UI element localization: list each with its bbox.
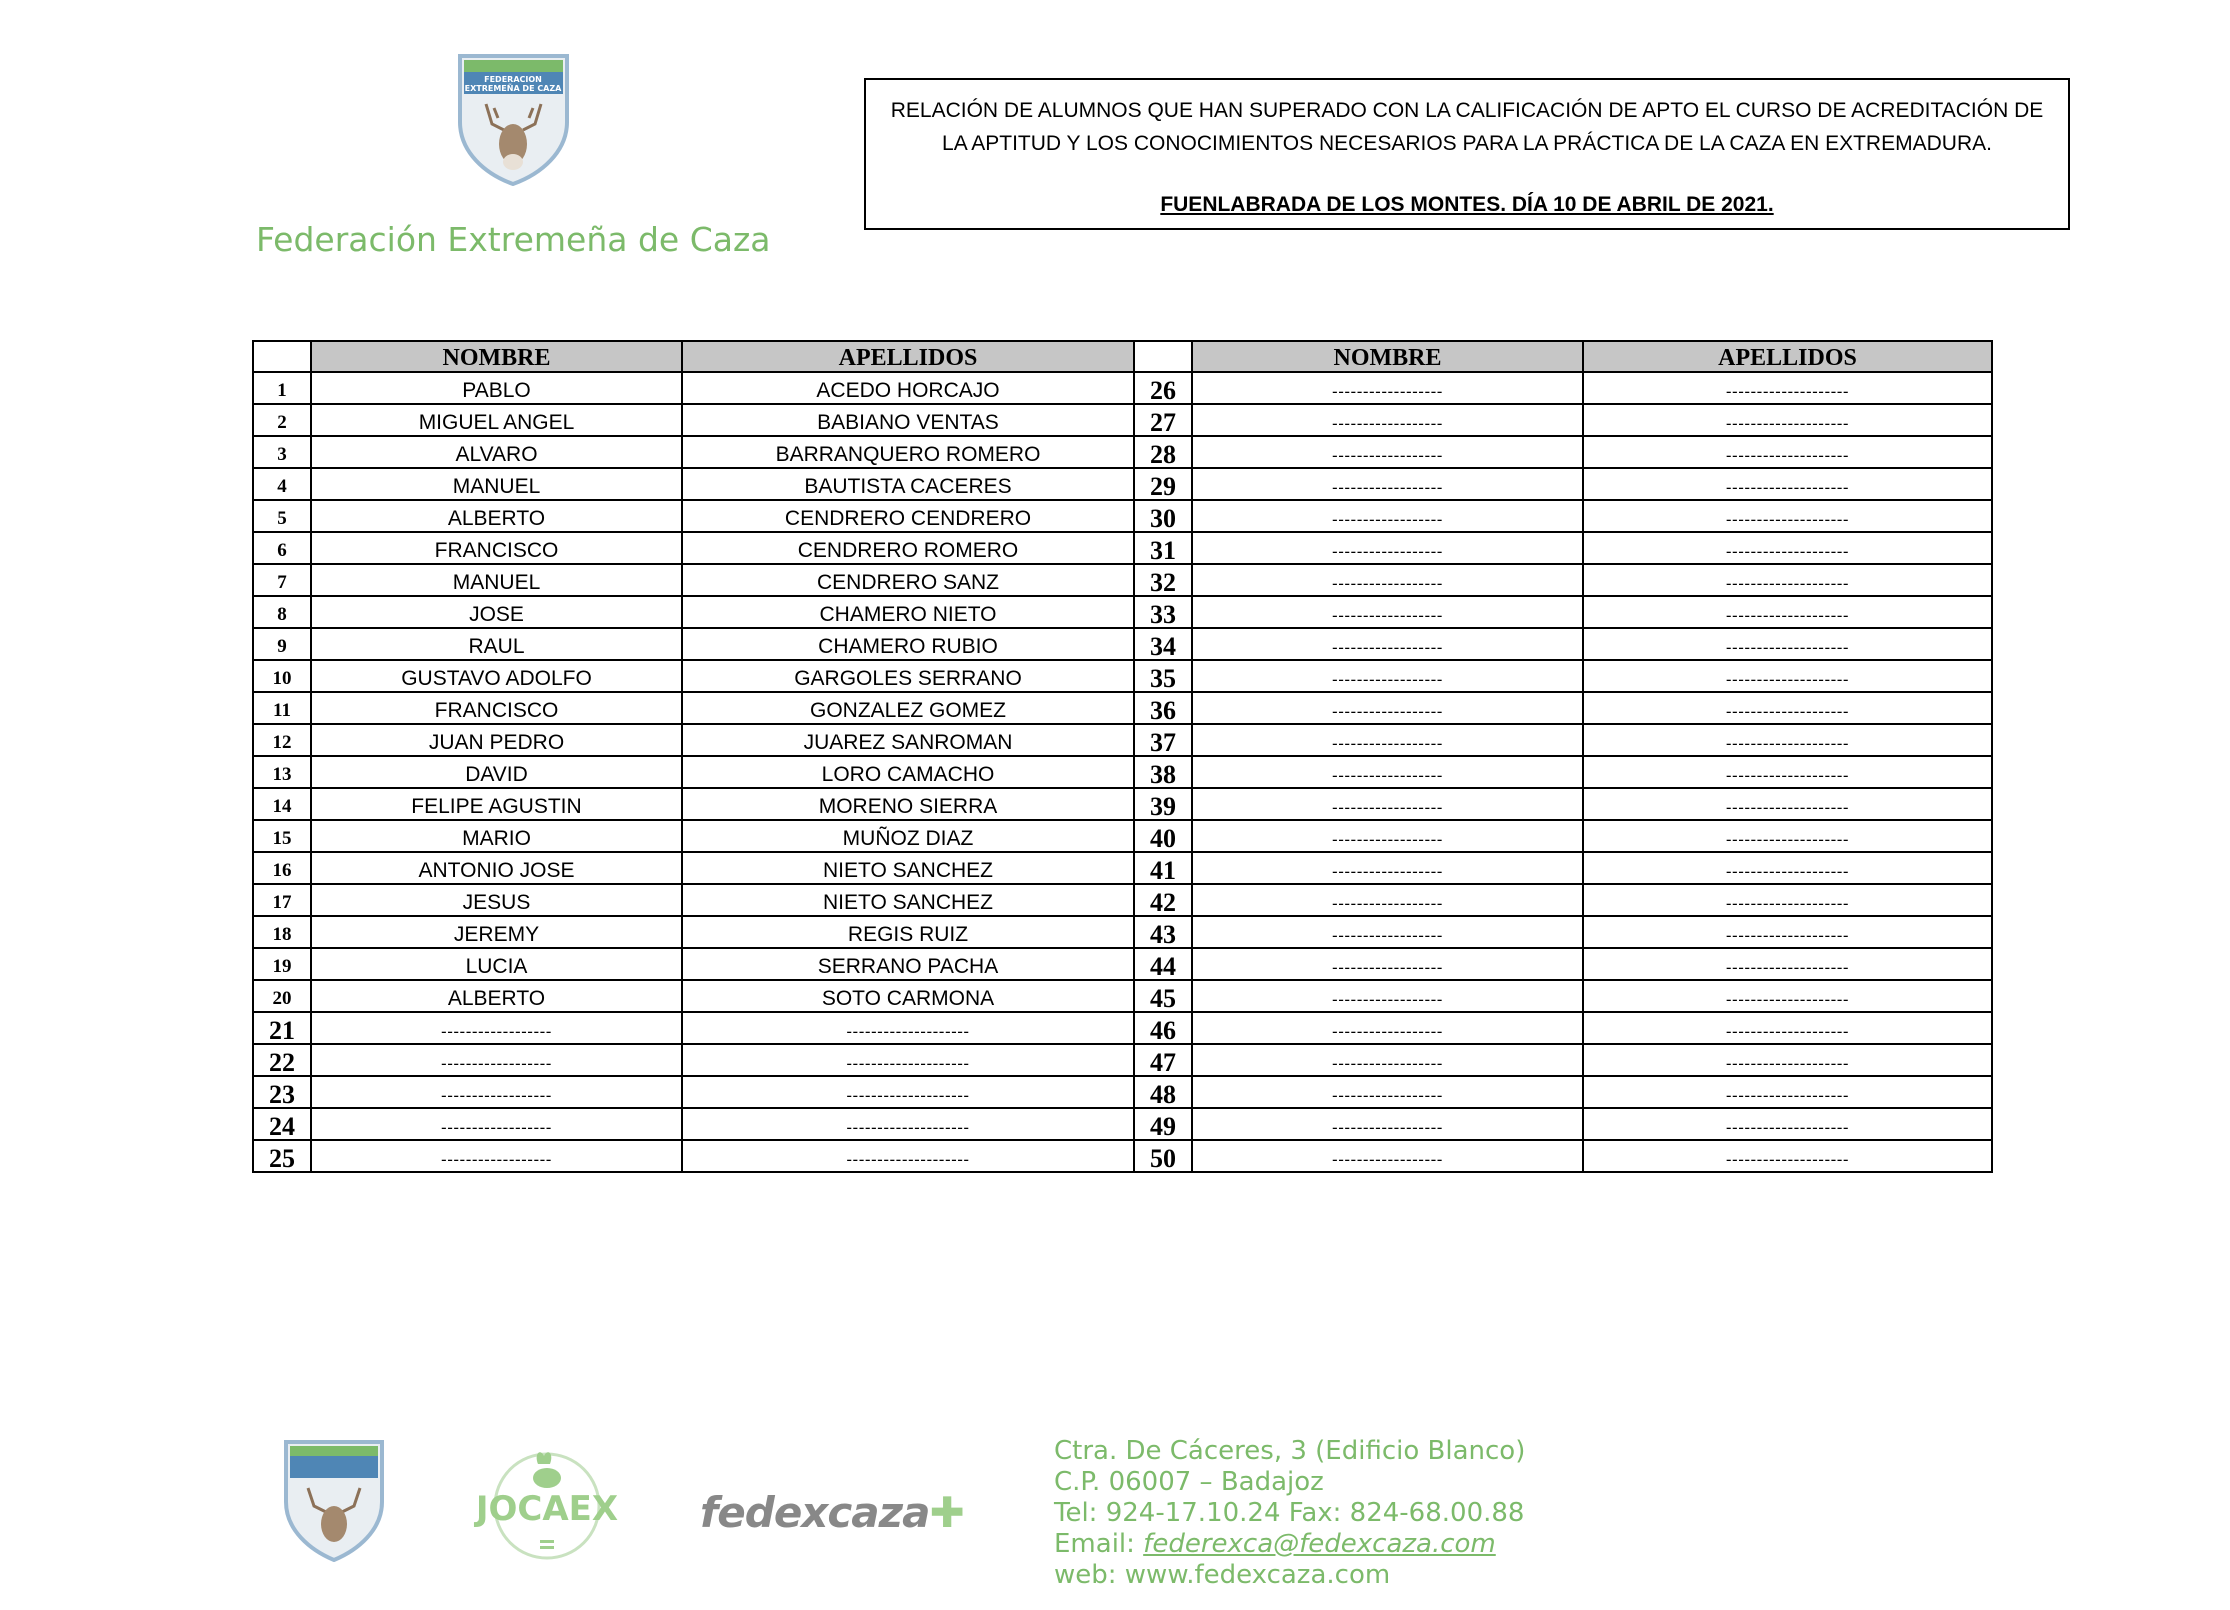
nombre-cell-2: ------------------ bbox=[1192, 1140, 1583, 1172]
table-row bbox=[253, 852, 1992, 884]
contact-info bbox=[1054, 1436, 1525, 1591]
table-row bbox=[253, 372, 1992, 404]
apellidos-cell-2: -------------------- bbox=[1583, 820, 1992, 852]
header-apellidos: APELLIDOS bbox=[682, 341, 1134, 372]
row-number-2: 32 bbox=[1134, 564, 1192, 596]
apellidos-cell: ACEDO HORCAJO bbox=[682, 372, 1134, 404]
nombre-cell-2: ------------------ bbox=[1192, 532, 1583, 564]
nombre-cell-2: ------------------ bbox=[1192, 564, 1583, 596]
row-number-2: 30 bbox=[1134, 500, 1192, 532]
apellidos-cell-2: -------------------- bbox=[1583, 692, 1992, 724]
nombre-cell-2: ------------------ bbox=[1192, 404, 1583, 436]
nombre-cell: ALBERTO bbox=[311, 980, 682, 1012]
nombre-cell-2: ------------------ bbox=[1192, 1044, 1583, 1076]
nombre-cell: FELIPE AGUSTIN bbox=[311, 788, 682, 820]
nombre-cell: MANUEL bbox=[311, 468, 682, 500]
row-number: 3 bbox=[253, 436, 311, 468]
email-label: Email: bbox=[1054, 1529, 1144, 1559]
row-number-2: 28 bbox=[1134, 436, 1192, 468]
nombre-cell: MARIO bbox=[311, 820, 682, 852]
nombre-cell: ------------------ bbox=[311, 1044, 682, 1076]
row-number: 2 bbox=[253, 404, 311, 436]
apellidos-cell-2: -------------------- bbox=[1583, 756, 1992, 788]
apellidos-cell: CHAMERO NIETO bbox=[682, 596, 1134, 628]
table-row bbox=[253, 468, 1992, 500]
nombre-cell-2: ------------------ bbox=[1192, 1012, 1583, 1044]
table-row bbox=[253, 596, 1992, 628]
apellidos-cell-2: -------------------- bbox=[1583, 532, 1992, 564]
row-number-2: 43 bbox=[1134, 916, 1192, 948]
apellidos-cell: -------------------- bbox=[682, 1044, 1134, 1076]
nombre-cell: ------------------ bbox=[311, 1108, 682, 1140]
apellidos-cell: -------------------- bbox=[682, 1012, 1134, 1044]
row-number-2: 36 bbox=[1134, 692, 1192, 724]
table-row bbox=[253, 1076, 1992, 1108]
nombre-cell: MIGUEL ANGEL bbox=[311, 404, 682, 436]
table-row bbox=[253, 436, 1992, 468]
apellidos-cell: NIETO SANCHEZ bbox=[682, 852, 1134, 884]
apellidos-cell: GONZALEZ GOMEZ bbox=[682, 692, 1134, 724]
apellidos-cell: -------------------- bbox=[682, 1076, 1134, 1108]
row-number-2: 33 bbox=[1134, 596, 1192, 628]
apellidos-cell: SOTO CARMONA bbox=[682, 980, 1134, 1012]
row-number-2: 40 bbox=[1134, 820, 1192, 852]
table-row bbox=[253, 820, 1992, 852]
apellidos-cell-2: -------------------- bbox=[1583, 788, 1992, 820]
row-number-2: 47 bbox=[1134, 1044, 1192, 1076]
row-number-2: 27 bbox=[1134, 404, 1192, 436]
apellidos-cell: BABIANO VENTAS bbox=[682, 404, 1134, 436]
apellidos-cell: BAUTISTA CACERES bbox=[682, 468, 1134, 500]
apellidos-cell-2: -------------------- bbox=[1583, 1076, 1992, 1108]
plus-icon: ✚ bbox=[929, 1488, 964, 1537]
nombre-cell: FRANCISCO bbox=[311, 692, 682, 724]
footer-shield-logo bbox=[282, 1438, 386, 1562]
apellidos-cell: GARGOLES SERRANO bbox=[682, 660, 1134, 692]
address-line-1: Ctra. De Cáceres, 3 (Edificio Blanco) bbox=[1054, 1436, 1526, 1466]
row-number-2: 34 bbox=[1134, 628, 1192, 660]
row-number-2: 37 bbox=[1134, 724, 1192, 756]
row-number: 21 bbox=[253, 1012, 311, 1044]
apellidos-cell: CENDRERO SANZ bbox=[682, 564, 1134, 596]
apellidos-cell-2: -------------------- bbox=[1583, 1044, 1992, 1076]
row-number: 7 bbox=[253, 564, 311, 596]
table-row bbox=[253, 404, 1992, 436]
header-number-blank bbox=[253, 341, 311, 372]
row-number-2: 38 bbox=[1134, 756, 1192, 788]
row-number: 24 bbox=[253, 1108, 311, 1140]
nombre-cell-2: ------------------ bbox=[1192, 500, 1583, 532]
table-row bbox=[253, 692, 1992, 724]
nombre-cell-2: ------------------ bbox=[1192, 948, 1583, 980]
apellidos-cell-2: -------------------- bbox=[1583, 1108, 1992, 1140]
apellidos-cell-2: -------------------- bbox=[1583, 852, 1992, 884]
students-table bbox=[252, 340, 1993, 1173]
table-row bbox=[253, 1108, 1992, 1140]
apellidos-cell-2: -------------------- bbox=[1583, 500, 1992, 532]
apellidos-cell-2: -------------------- bbox=[1583, 916, 1992, 948]
nombre-cell-2: ------------------ bbox=[1192, 596, 1583, 628]
nombre-cell-2: ------------------ bbox=[1192, 468, 1583, 500]
row-number: 1 bbox=[253, 372, 311, 404]
nombre-cell-2: ------------------ bbox=[1192, 692, 1583, 724]
document-title-box bbox=[864, 78, 2070, 230]
row-number-2: 50 bbox=[1134, 1140, 1192, 1172]
nombre-cell-2: ------------------ bbox=[1192, 724, 1583, 756]
nombre-cell: GUSTAVO ADOLFO bbox=[311, 660, 682, 692]
row-number: 4 bbox=[253, 468, 311, 500]
apellidos-cell-2: -------------------- bbox=[1583, 980, 1992, 1012]
row-number: 25 bbox=[253, 1140, 311, 1172]
apellidos-cell: SERRANO PACHA bbox=[682, 948, 1134, 980]
nombre-cell: ------------------ bbox=[311, 1076, 682, 1108]
apellidos-cell: CENDRERO ROMERO bbox=[682, 532, 1134, 564]
apellidos-cell-2: -------------------- bbox=[1583, 884, 1992, 916]
row-number: 22 bbox=[253, 1044, 311, 1076]
row-number: 10 bbox=[253, 660, 311, 692]
row-number: 8 bbox=[253, 596, 311, 628]
table-row bbox=[253, 788, 1992, 820]
apellidos-cell: LORO CAMACHO bbox=[682, 756, 1134, 788]
apellidos-cell-2: -------------------- bbox=[1583, 724, 1992, 756]
table-row bbox=[253, 532, 1992, 564]
row-number: 6 bbox=[253, 532, 311, 564]
row-number-2: 45 bbox=[1134, 980, 1192, 1012]
header-nombre: NOMBRE bbox=[311, 341, 682, 372]
apellidos-cell-2: -------------------- bbox=[1583, 596, 1992, 628]
row-number-2: 35 bbox=[1134, 660, 1192, 692]
nombre-cell-2: ------------------ bbox=[1192, 916, 1583, 948]
row-number: 23 bbox=[253, 1076, 311, 1108]
apellidos-cell: MORENO SIERRA bbox=[682, 788, 1134, 820]
row-number: 9 bbox=[253, 628, 311, 660]
row-number-2: 49 bbox=[1134, 1108, 1192, 1140]
nombre-cell: DAVID bbox=[311, 756, 682, 788]
header-nombre-2: NOMBRE bbox=[1192, 341, 1583, 372]
nombre-cell-2: ------------------ bbox=[1192, 1076, 1583, 1108]
nombre-cell-2: ------------------ bbox=[1192, 884, 1583, 916]
row-number-2: 46 bbox=[1134, 1012, 1192, 1044]
nombre-cell: ALBERTO bbox=[311, 500, 682, 532]
apellidos-cell-2: -------------------- bbox=[1583, 1140, 1992, 1172]
jocaex-text: JOCAEX bbox=[475, 1489, 619, 1529]
row-number-2: 42 bbox=[1134, 884, 1192, 916]
row-number: 14 bbox=[253, 788, 311, 820]
nombre-cell-2: ------------------ bbox=[1192, 372, 1583, 404]
title-line-2: LA APTITUD Y LOS CONOCIMIENTOS NECESARIOS PARA LA PRÁCTICA DE LA CAZA EN EXTREMADURA. bbox=[942, 132, 1992, 155]
apellidos-cell: JUAREZ SANROMAN bbox=[682, 724, 1134, 756]
nombre-cell-2: ------------------ bbox=[1192, 788, 1583, 820]
nombre-cell: PABLO bbox=[311, 372, 682, 404]
apellidos-cell-2: -------------------- bbox=[1583, 564, 1992, 596]
nombre-cell-2: ------------------ bbox=[1192, 756, 1583, 788]
row-number-2: 44 bbox=[1134, 948, 1192, 980]
row-number-2: 26 bbox=[1134, 372, 1192, 404]
nombre-cell: RAUL bbox=[311, 628, 682, 660]
row-number-2: 41 bbox=[1134, 852, 1192, 884]
logo-text-1: FEDERACION bbox=[484, 75, 542, 84]
apellidos-cell-2: -------------------- bbox=[1583, 660, 1992, 692]
apellidos-cell: MUÑOZ DIAZ bbox=[682, 820, 1134, 852]
apellidos-cell: -------------------- bbox=[682, 1108, 1134, 1140]
table-row bbox=[253, 724, 1992, 756]
table-row bbox=[253, 1140, 1992, 1172]
table-row bbox=[253, 628, 1992, 660]
apellidos-cell: NIETO SANCHEZ bbox=[682, 884, 1134, 916]
table-header-row bbox=[253, 341, 1992, 372]
apellidos-cell: -------------------- bbox=[682, 1140, 1134, 1172]
apellidos-cell-2: -------------------- bbox=[1583, 372, 1992, 404]
table-row bbox=[253, 1044, 1992, 1076]
row-number: 11 bbox=[253, 692, 311, 724]
logo-text-2: EXTREMEÑA DE CAZA bbox=[464, 84, 562, 93]
nombre-cell-2: ------------------ bbox=[1192, 436, 1583, 468]
nombre-cell-2: ------------------ bbox=[1192, 820, 1583, 852]
federation-shield-logo bbox=[456, 52, 571, 186]
nombre-cell: JOSE bbox=[311, 596, 682, 628]
header-number-blank-2 bbox=[1134, 341, 1192, 372]
apellidos-cell: BARRANQUERO ROMERO bbox=[682, 436, 1134, 468]
row-number: 15 bbox=[253, 820, 311, 852]
nombre-cell: ------------------ bbox=[311, 1012, 682, 1044]
nombre-cell: JEREMY bbox=[311, 916, 682, 948]
header-apellidos-2: APELLIDOS bbox=[1583, 341, 1992, 372]
row-number-2: 29 bbox=[1134, 468, 1192, 500]
row-number: 12 bbox=[253, 724, 311, 756]
apellidos-cell-2: -------------------- bbox=[1583, 948, 1992, 980]
email-link[interactable]: federexca@fedexcaza.com bbox=[1143, 1529, 1496, 1559]
nombre-cell: ALVARO bbox=[311, 436, 682, 468]
table-row bbox=[253, 564, 1992, 596]
table-row bbox=[253, 884, 1992, 916]
apellidos-cell: REGIS RUIZ bbox=[682, 916, 1134, 948]
row-number: 19 bbox=[253, 948, 311, 980]
nombre-cell: MANUEL bbox=[311, 564, 682, 596]
apellidos-cell-2: -------------------- bbox=[1583, 1012, 1992, 1044]
apellidos-cell: CHAMERO RUBIO bbox=[682, 628, 1134, 660]
row-number: 16 bbox=[253, 852, 311, 884]
table-row bbox=[253, 500, 1992, 532]
table-row bbox=[253, 948, 1992, 980]
nombre-cell-2: ------------------ bbox=[1192, 660, 1583, 692]
apellidos-cell-2: -------------------- bbox=[1583, 404, 1992, 436]
fedexcaza-logo-text bbox=[700, 1488, 964, 1537]
table-row bbox=[253, 756, 1992, 788]
organization-name: Federación Extremeña de Caza bbox=[256, 220, 771, 259]
table-row bbox=[253, 660, 1992, 692]
jocaex-logo bbox=[468, 1444, 626, 1564]
nombre-cell-2: ------------------ bbox=[1192, 1108, 1583, 1140]
nombre-cell-2: ------------------ bbox=[1192, 852, 1583, 884]
row-number-2: 48 bbox=[1134, 1076, 1192, 1108]
apellidos-cell-2: -------------------- bbox=[1583, 628, 1992, 660]
row-number: 5 bbox=[253, 500, 311, 532]
nombre-cell: ANTONIO JOSE bbox=[311, 852, 682, 884]
nombre-cell-2: ------------------ bbox=[1192, 628, 1583, 660]
nombre-cell: FRANCISCO bbox=[311, 532, 682, 564]
nombre-cell: JUAN PEDRO bbox=[311, 724, 682, 756]
apellidos-cell: CENDRERO CENDRERO bbox=[682, 500, 1134, 532]
nombre-cell: LUCIA bbox=[311, 948, 682, 980]
row-number: 13 bbox=[253, 756, 311, 788]
table-row bbox=[253, 916, 1992, 948]
row-number-2: 39 bbox=[1134, 788, 1192, 820]
address-line-2: C.P. 06007 – Badajoz bbox=[1054, 1467, 1324, 1497]
email-line bbox=[1054, 1529, 1525, 1560]
nombre-cell: ------------------ bbox=[311, 1140, 682, 1172]
web-line[interactable]: web: www.fedexcaza.com bbox=[1054, 1560, 1391, 1590]
nombre-cell-2: ------------------ bbox=[1192, 980, 1583, 1012]
nombre-cell: JESUS bbox=[311, 884, 682, 916]
table-row bbox=[253, 1012, 1992, 1044]
apellidos-cell-2: -------------------- bbox=[1583, 468, 1992, 500]
row-number: 18 bbox=[253, 916, 311, 948]
apellidos-cell-2: -------------------- bbox=[1583, 436, 1992, 468]
table-row bbox=[253, 980, 1992, 1012]
row-number: 17 bbox=[253, 884, 311, 916]
phone-line: Tel: 924-17.10.24 Fax: 824-68.00.88 bbox=[1054, 1498, 1525, 1528]
row-number: 20 bbox=[253, 980, 311, 1012]
title-line-1: RELACIÓN DE ALUMNOS QUE HAN SUPERADO CON LA CALIFICACIÓN DE APTO EL CURSO DE ACREDITACIÓN DE bbox=[890, 99, 2044, 122]
course-date: FUENLABRADA DE LOS MONTES. DÍA 10 DE ABRIL DE 2021. bbox=[1160, 193, 1774, 216]
fedexcaza-text: fedexcaza bbox=[700, 1488, 930, 1537]
row-number-2: 31 bbox=[1134, 532, 1192, 564]
